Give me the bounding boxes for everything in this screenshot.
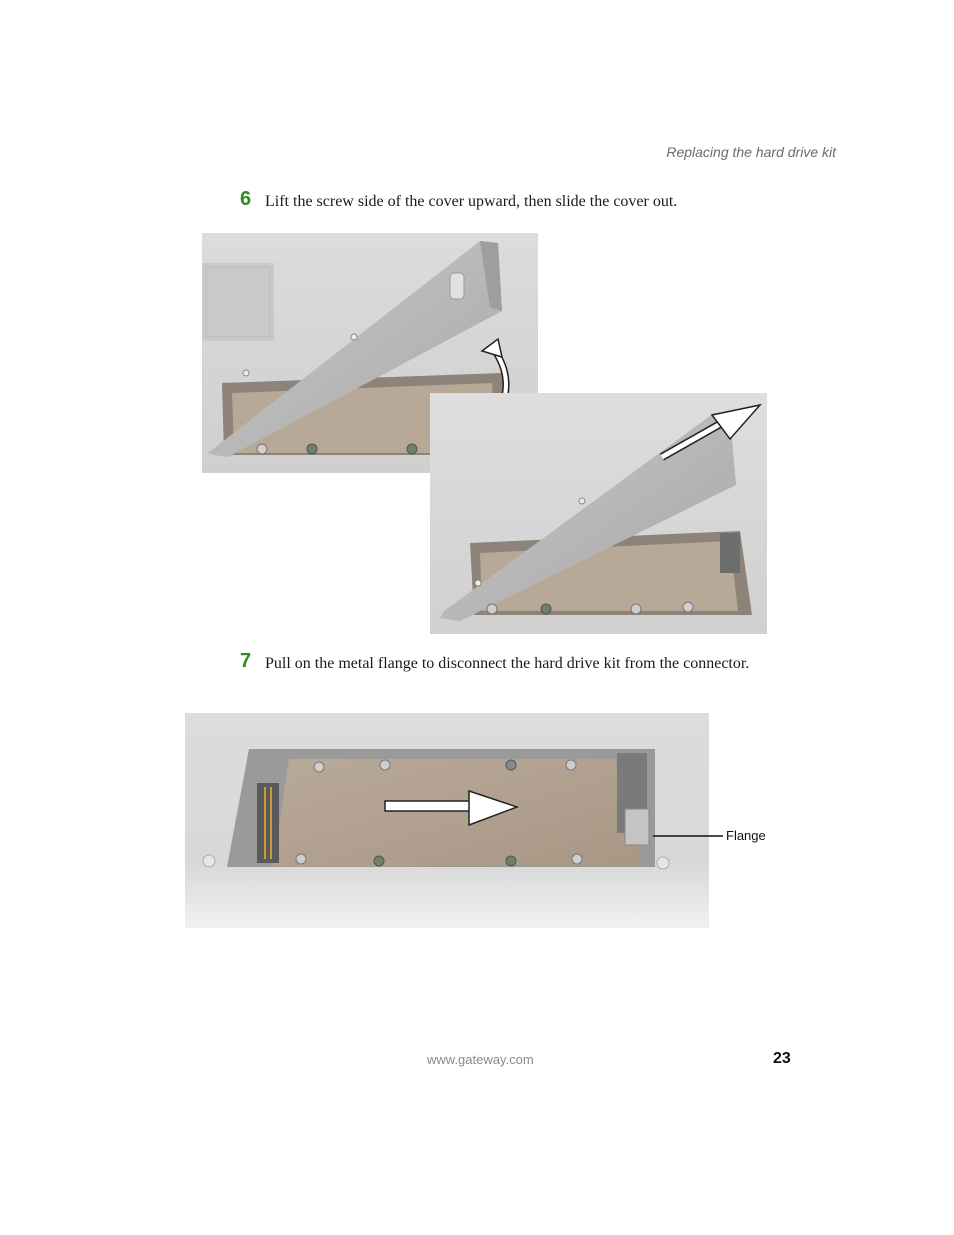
page-number: 23 xyxy=(773,1050,791,1067)
step-text: Lift the screw side of the cover upward, then slide the cover out. xyxy=(265,193,678,210)
photo-slide-cover xyxy=(430,393,767,634)
step-number: 7 xyxy=(240,650,252,672)
step-text: Pull on the metal flange to disconnect the hard drive kit from the connector. xyxy=(265,655,750,672)
page-header-title: Replacing the hard drive kit xyxy=(666,144,836,160)
step-number: 6 xyxy=(240,188,252,210)
photo-hard-drive-flange xyxy=(185,713,709,928)
flange-callout-label: Flange xyxy=(726,828,766,843)
flange-callout-line xyxy=(709,835,723,838)
footer-url: www.gateway.com xyxy=(427,1052,534,1067)
step-6 xyxy=(240,188,760,218)
step-7 xyxy=(240,650,760,696)
